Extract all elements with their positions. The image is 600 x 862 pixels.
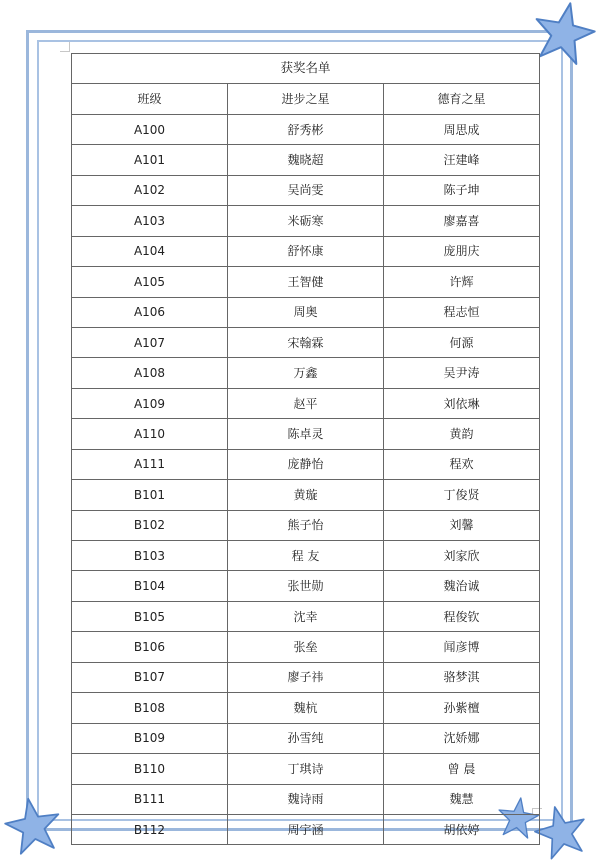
table-row [72, 723, 540, 753]
cell-progress-star: 周宇涵 [228, 814, 384, 844]
table-row [72, 206, 540, 236]
cell-moral-star: 刘家欣 [384, 541, 540, 571]
cell-moral-star: 胡依婷 [384, 814, 540, 844]
cell-progress-star: 赵平 [228, 388, 384, 418]
cell-moral-star: 程俊钦 [384, 601, 540, 631]
cell-progress-star: 舒秀彬 [228, 114, 384, 144]
table-row [72, 145, 540, 175]
table-row [72, 754, 540, 784]
cell-progress-star: 张垒 [228, 632, 384, 662]
cell-moral-star: 闻彦博 [384, 632, 540, 662]
cell-moral-star: 丁俊贤 [384, 480, 540, 510]
table-row [72, 541, 540, 571]
cell-moral-star: 刘依琳 [384, 388, 540, 418]
cell-class: B104 [72, 571, 228, 601]
cell-progress-star: 黄璇 [228, 480, 384, 510]
cell-class: A108 [72, 358, 228, 388]
cell-progress-star: 熊子怡 [228, 510, 384, 540]
cell-class: A111 [72, 449, 228, 479]
cell-class: B102 [72, 510, 228, 540]
cell-class: B112 [72, 814, 228, 844]
cell-moral-star: 曾 晨 [384, 754, 540, 784]
table-row [72, 510, 540, 540]
table-row [72, 297, 540, 327]
cell-moral-star: 孙紫檀 [384, 693, 540, 723]
cell-progress-star: 米砺寒 [228, 206, 384, 236]
table-row [72, 388, 540, 418]
cell-class: B110 [72, 754, 228, 784]
cell-progress-star: 孙雪纯 [228, 723, 384, 753]
cell-progress-star: 庞静怡 [228, 449, 384, 479]
cell-moral-star: 何源 [384, 327, 540, 357]
cell-class: A101 [72, 145, 228, 175]
table-row [72, 267, 540, 297]
table-row [72, 358, 540, 388]
cell-class: A103 [72, 206, 228, 236]
cell-class: A110 [72, 419, 228, 449]
table-row [72, 601, 540, 631]
cell-moral-star: 程欢 [384, 449, 540, 479]
cell-class: A104 [72, 236, 228, 266]
cell-progress-star: 吴尚雯 [228, 175, 384, 205]
cell-class: B103 [72, 541, 228, 571]
table-row [72, 571, 540, 601]
cell-class: A102 [72, 175, 228, 205]
crop-mark-top-left [60, 42, 70, 52]
cell-progress-star: 张世勋 [228, 571, 384, 601]
cell-progress-star: 万鑫 [228, 358, 384, 388]
cell-moral-star: 周思成 [384, 114, 540, 144]
cell-progress-star: 陈卓灵 [228, 419, 384, 449]
cell-moral-star: 骆梦淇 [384, 662, 540, 692]
cell-progress-star: 魏晓超 [228, 145, 384, 175]
cell-class: B106 [72, 632, 228, 662]
table-row [72, 693, 540, 723]
star-icon [532, 804, 590, 860]
cell-class: A109 [72, 388, 228, 418]
cell-progress-star: 王智健 [228, 267, 384, 297]
table-row [72, 449, 540, 479]
cell-moral-star: 黄韵 [384, 419, 540, 449]
table-title: 获奖名单 [72, 54, 540, 84]
star-icon [2, 796, 64, 856]
cell-moral-star: 陈子坤 [384, 175, 540, 205]
cell-class: B101 [72, 480, 228, 510]
cell-progress-star: 沈幸 [228, 601, 384, 631]
cell-moral-star: 刘馨 [384, 510, 540, 540]
cell-progress-star: 周奥 [228, 297, 384, 327]
cell-progress-star: 程 友 [228, 541, 384, 571]
cell-moral-star: 吴尹涛 [384, 358, 540, 388]
cell-progress-star: 丁琪诗 [228, 754, 384, 784]
cell-class: A107 [72, 327, 228, 357]
table-row [72, 814, 540, 844]
cell-class: B109 [72, 723, 228, 753]
cell-class: B108 [72, 693, 228, 723]
cell-moral-star: 魏治诚 [384, 571, 540, 601]
table-row [72, 327, 540, 357]
cell-progress-star: 魏诗雨 [228, 784, 384, 814]
cell-class: A100 [72, 114, 228, 144]
cell-progress-star: 宋翰霖 [228, 327, 384, 357]
table-header-row [72, 84, 540, 114]
cell-moral-star: 沈娇娜 [384, 723, 540, 753]
table-row [72, 480, 540, 510]
table-row [72, 114, 540, 144]
cell-moral-star: 廖嘉喜 [384, 206, 540, 236]
cell-moral-star: 魏慧 [384, 784, 540, 814]
cell-progress-star: 舒怀康 [228, 236, 384, 266]
award-table-body [72, 54, 540, 845]
cell-moral-star: 汪建峰 [384, 145, 540, 175]
table-row [72, 784, 540, 814]
table-title-row [72, 54, 540, 84]
table-row [72, 662, 540, 692]
table-row [72, 236, 540, 266]
cell-class: B107 [72, 662, 228, 692]
cell-class: B105 [72, 601, 228, 631]
cell-progress-star: 魏杭 [228, 693, 384, 723]
header-class: 班级 [72, 84, 228, 114]
cell-moral-star: 许辉 [384, 267, 540, 297]
header-moral-star: 德育之星 [384, 84, 540, 114]
award-list-table [71, 53, 540, 845]
cell-moral-star: 庞朋庆 [384, 236, 540, 266]
header-progress-star: 进步之星 [228, 84, 384, 114]
cell-progress-star: 廖子祎 [228, 662, 384, 692]
table-row [72, 419, 540, 449]
table-row [72, 175, 540, 205]
cell-moral-star: 程志恒 [384, 297, 540, 327]
cell-class: A105 [72, 267, 228, 297]
cell-class: A106 [72, 297, 228, 327]
cell-class: B111 [72, 784, 228, 814]
table-row [72, 632, 540, 662]
